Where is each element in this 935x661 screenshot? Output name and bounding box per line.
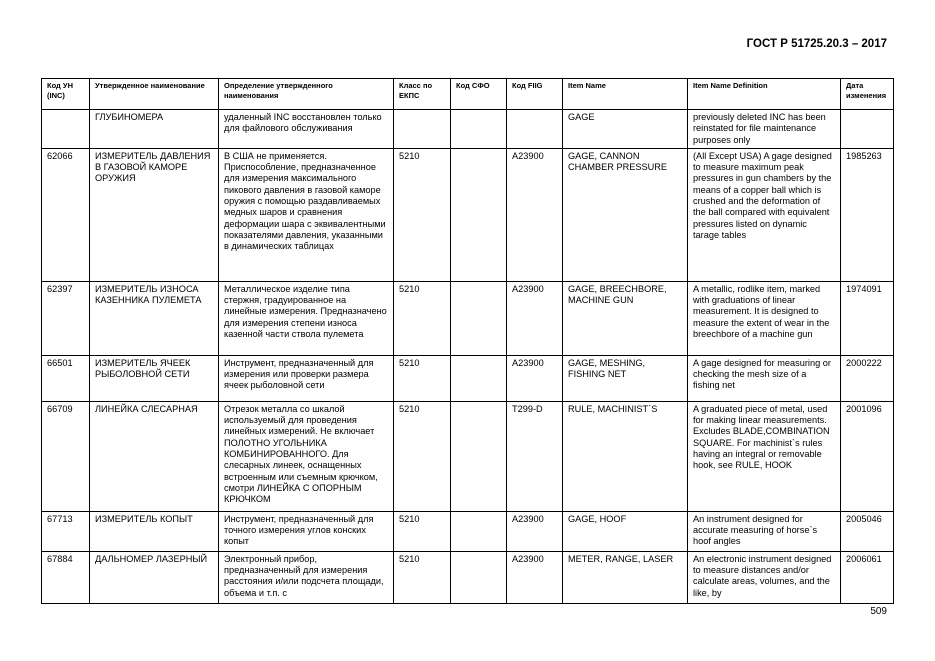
cell-sfo-code	[451, 148, 507, 281]
cell-ekps-class: 5210	[394, 355, 451, 401]
cell-definition-ru: Инструмент, предназначенный для точного измерения углов конских копыт	[219, 511, 394, 551]
cell-item-name: RULE, MACHINIST`S	[563, 401, 688, 511]
cell-inc: 62397	[42, 281, 90, 355]
cell-sfo-code	[451, 551, 507, 603]
cell-definition-ru: Электронный прибор, предназначенный для измерения расстояния и/или подсчета площади, объема и т.п. с	[219, 551, 394, 603]
column-header: Код УН (INC)	[42, 79, 90, 110]
cell-inc: 66501	[42, 355, 90, 401]
cell-date	[841, 110, 894, 149]
column-header: Item Name	[563, 79, 688, 110]
cell-name-ru: ИЗМЕРИТЕЛЬ ДАВЛЕНИЯ В ГАЗОВОЙ КАМОРЕ ОРУЖИЯ	[90, 148, 219, 281]
cell-name-ru: ЛИНЕЙКА СЛЕСАРНАЯ	[90, 401, 219, 511]
cell-date: 2000222	[841, 355, 894, 401]
cell-fiig-code: A23900	[507, 511, 563, 551]
table-row	[42, 551, 894, 603]
table-row	[42, 355, 894, 401]
cell-sfo-code	[451, 355, 507, 401]
cell-item-name: GAGE, CANNON CHAMBER PRESSURE	[563, 148, 688, 281]
cell-sfo-code	[451, 281, 507, 355]
cell-date: 2006061	[841, 551, 894, 603]
cell-item-name: GAGE	[563, 110, 688, 149]
column-header: Item Name Definition	[688, 79, 841, 110]
cell-item-name: GAGE, MESHING, FISHING NET	[563, 355, 688, 401]
cell-fiig-code: T299-D	[507, 401, 563, 511]
cell-fiig-code: A23900	[507, 281, 563, 355]
table-header-row	[42, 79, 894, 110]
document-header: ГОСТ Р 51725.20.3 – 2017	[746, 38, 887, 50]
column-header: Утвержденное наименование	[90, 79, 219, 110]
cell-item-name: METER, RANGE, LASER	[563, 551, 688, 603]
cell-inc: 67713	[42, 511, 90, 551]
cell-sfo-code	[451, 110, 507, 149]
cell-ekps-class: 5210	[394, 511, 451, 551]
cell-item-name: GAGE, BREECHBORE, MACHINE GUN	[563, 281, 688, 355]
cell-name-ru: ИЗМЕРИТЕЛЬ КОПЫТ	[90, 511, 219, 551]
cell-ekps-class	[394, 110, 451, 149]
cell-definition-ru: удаленный INC восстановлен только для файлового обслуживания	[219, 110, 394, 149]
cell-item-name: GAGE, HOOF	[563, 511, 688, 551]
page-number: 509	[870, 606, 887, 617]
column-header: Определение утвержденного наименования	[219, 79, 394, 110]
table-row	[42, 110, 894, 149]
cell-date: 1974091	[841, 281, 894, 355]
cell-inc: 66709	[42, 401, 90, 511]
cell-name-ru: ИЗМЕРИТЕЛЬ ИЗНОСА КАЗЕННИКА ПУЛЕМЕТА	[90, 281, 219, 355]
catalog-table	[41, 78, 894, 604]
cell-inc: 62066	[42, 148, 90, 281]
cell-date: 2005046	[841, 511, 894, 551]
cell-item-definition: A gage designed for measuring or checking the mesh size of a fishing net	[688, 355, 841, 401]
cell-item-definition: A graduated piece of metal, used for making linear measurements. Excludes BLADE,COMBINATION SQUARE. For machinist`s rules having an integral or removable hook, see RULE, HOOK	[688, 401, 841, 511]
column-header: Код СФО	[451, 79, 507, 110]
cell-item-definition: previously deleted INC has been reinstated for file maintenance purposes only	[688, 110, 841, 149]
cell-date: 2001096	[841, 401, 894, 511]
cell-fiig-code: A23900	[507, 551, 563, 603]
column-header: Код FIIG	[507, 79, 563, 110]
table-row	[42, 511, 894, 551]
cell-ekps-class: 5210	[394, 148, 451, 281]
cell-ekps-class: 5210	[394, 551, 451, 603]
table-row	[42, 401, 894, 511]
cell-sfo-code	[451, 401, 507, 511]
cell-item-definition: (All Except USA) A gage designed to measure maximum peak pressures in gun chambers by the means of a copper ball which is crushed and the deformation of the ball compared with equivalent pressures listed on dynamic tarage tables	[688, 148, 841, 281]
cell-fiig-code: A23900	[507, 148, 563, 281]
cell-fiig-code: A23900	[507, 355, 563, 401]
column-header: Дата изменения	[841, 79, 894, 110]
cell-definition-ru: Отрезок металла со шкалой используемый для проведения линейных измерений. Не включает ПОЛОТНО УГОЛЬНИКА КОМБИНИРОВАННОГО. Для слесарных линеек, оснащенных встроенным или съемным крючком, смотри ЛИНЕЙКА С ОПОРНЫМ КРЮЧКОМ	[219, 401, 394, 511]
cell-name-ru: ГЛУБИНОМЕРА	[90, 110, 219, 149]
cell-inc: 67884	[42, 551, 90, 603]
cell-definition-ru: Металлическое изделие типа стержня, градуированное на линейные измерения. Предназначено для измерения степени износа казенной части ствола пулемета	[219, 281, 394, 355]
cell-fiig-code	[507, 110, 563, 149]
column-header: Класс по ЕКПС	[394, 79, 451, 110]
cell-ekps-class: 5210	[394, 281, 451, 355]
cell-name-ru: ДАЛЬНОМЕР ЛАЗЕРНЫЙ	[90, 551, 219, 603]
cell-sfo-code	[451, 511, 507, 551]
cell-definition-ru: Инструмент, предназначенный для измерения или проверки размера ячеек рыболовной сети	[219, 355, 394, 401]
cell-item-definition: An electronic instrument designed to measure distances and/or calculate areas, volumes, and the like, by	[688, 551, 841, 603]
table-row	[42, 148, 894, 281]
cell-ekps-class: 5210	[394, 401, 451, 511]
table-row	[42, 281, 894, 355]
cell-name-ru: ИЗМЕРИТЕЛЬ ЯЧЕЕК РЫБОЛОВНОЙ СЕТИ	[90, 355, 219, 401]
cell-definition-ru: В США не применяется. Приспособление, предназначенное для измерения максимального пикового давления в газовой каморе оружия с помощью раздавливаемых медных шаров и сравнения деформации шара с эквивалентными показателями давления, указанными в динамических таблицах	[219, 148, 394, 281]
cell-inc	[42, 110, 90, 149]
cell-item-definition: An instrument designed for accurate measuring of horse`s hoof angles	[688, 511, 841, 551]
cell-date: 1985263	[841, 148, 894, 281]
cell-item-definition: A metallic, rodlike item, marked with graduations of linear measurement. It is designed to measure the extent of wear in the breechbore of a machine gun	[688, 281, 841, 355]
